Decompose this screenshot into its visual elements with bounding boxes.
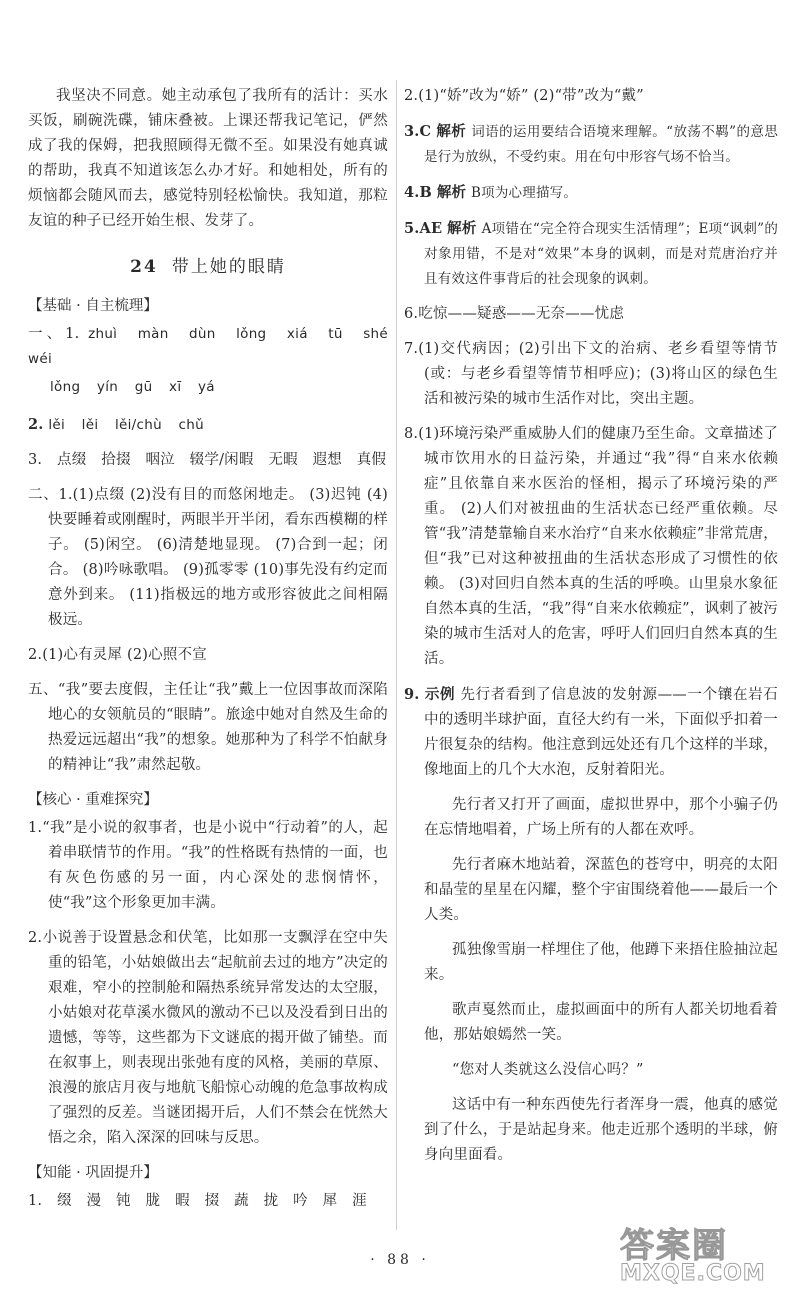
core-q1-answer: 1.“我”是小说的叙事者，也是小说中“行动着”的人，起着串联情节的作用。“我”的性格既有热情的一面，也有灰色伤感的另一面，内心深处的悲悯情怀，使“我”这个形象更加丰满。 — [28, 820, 388, 911]
r-q5-answer — [404, 216, 778, 292]
r-q9-para7: 这话中有一种东西使先行者浑身一震，他真的感觉到了什么，于是站起身来。他走近那个透明的半球，俯身向里面看。 — [424, 1097, 778, 1163]
q2-2-answer: 2.(1)心有灵犀 (2)心照不宣 — [28, 647, 207, 663]
section-core-heading: 【核心 · 重难探究】 — [28, 792, 158, 808]
r-q9-label: 示例 — [424, 686, 456, 703]
q2-label: 2. — [28, 416, 44, 433]
r-q9-body: 先行者看到了信息波的发射源——一个镶在岩石中的透明半球护面，直径大约有一米，下面似乎扣着一片很复杂的结构。他注意到远处还有几个这样的半球，像地面上的几个大水泡，反射着阳光。 — [424, 687, 779, 778]
r-q5-label: 解析 — [447, 220, 477, 237]
q1-pinyin-line1: zhuì màn dùn lǒng xiá tū shé wéi — [28, 326, 388, 367]
section-basic-heading: 【基础 · 自主梳理】 — [28, 298, 158, 314]
r-q9-answer — [404, 682, 778, 783]
r-q8-answer: 8.(1)环境污染严重威胁人们的健康乃至生命。文章描述了城市饮用水的日益污染，并通过“我”得“自来水依赖症”且依靠自来水医治的怪相，揭示了环境污染的严重。 (2)人们对被扭曲的生活状态已经严重依赖。尽管“我”清楚靠输自来水治疗“自来水依赖症”非常荒唐，但“我”已对这种被扭曲的生活状态形成了习惯性的依赖。 (3)对回归自然本真的生活的呼唤。山里泉水象征自然本真的生活，“我”得“自来水依赖症”，讽刺了被污染的城市生活对人的危害，呼吁人们回归自然本真的生活。 — [404, 426, 778, 667]
r-q4-body: B项为心理描写。 — [471, 185, 578, 201]
r-q7-answer: 7.(1)交代病因；(2)引出下文的治病、老乡看望等情节(或：与老乡看望等情节相呼应)；(3)将山区的绿色生活和被污染的城市生活作对比，突出主题。 — [404, 341, 778, 407]
q2-pinyin: lěi lěi lěi/chù chǔ — [48, 417, 204, 433]
lesson-title-text: 带上她的眼睛 — [171, 257, 286, 277]
r-q3-answer — [404, 119, 778, 170]
r-q9-para2: 先行者又打开了画面，虚拟世界中，那个小骗子仍在忘情地唱着，广场上所有的人都在欢呼。 — [424, 797, 778, 838]
section-skill-heading: 【知能 · 巩固提升】 — [28, 1165, 158, 1181]
r-q9-para4: 孤独像雪崩一样埋住了他，他蹲下来捂住脸抽泣起来。 — [424, 942, 778, 983]
column-divider — [396, 80, 397, 1230]
right-column — [404, 84, 778, 1178]
intro-paragraph: 我坚决不同意。她主动承包了我所有的活计：买水买饭，刷碗洗碟，铺床叠被。上课还帮我记笔记，俨然成了我的保姆，把我照顾得无微不至。如果没有她真诚的帮助，我真不知道该怎么办才好。和她相处，所有的烦恼都会随风而去，感觉特别轻松愉快。我知道，那粒友谊的种子已经开始生根、发芽了。 — [28, 88, 388, 229]
r-q3-body: 词语的运用要结合语境来理解。“放荡不羁”的意思是行为放纵，不受约束。用在句中形容气场不恰当。 — [424, 124, 779, 165]
q5-answer: 五、“我”要去度假，主任让“我”戴上一位因事故而深陷地心的女领航员的“眼睛”。旅途中她对自然及生命的热爱远远超出“我”的想象。她那种为了科学不怕献身的精神让“我”肃然起敬。 — [28, 682, 388, 773]
r-q3-head: 3.C — [404, 123, 432, 140]
lesson-title — [28, 254, 388, 280]
q1-label: 一、1. — [28, 326, 80, 342]
r-q4-head: 4.B — [404, 184, 432, 201]
r-q9-para5: 歌声戛然而止，虚拟画面中的所有人都关切地看着他，那姑娘嫣然一笑。 — [424, 1002, 778, 1043]
watermark-bottom-text: MXQE.COM — [620, 1261, 766, 1286]
r-q6-answer: 6.吃惊——疑惑——无奈——忧虑 — [404, 306, 625, 322]
r-q4-answer — [404, 180, 778, 206]
r-q9-para3: 先行者麻木地站着，深蓝色的苍穹中，明亮的太阳和晶莹的星星在闪耀，整个宇宙围绕着他——最后一个人类。 — [424, 857, 778, 923]
r-q4-label: 解析 — [436, 184, 467, 201]
r-q5-head: 5.AE — [404, 220, 443, 237]
r-q2-answer: 2.(1)“娇”改为“娇” (2)“带”改为“戴” — [404, 88, 644, 104]
q3-answer: 3. 点缀 拾掇 咽泣 辍学/闲暇 无暇 遐想 真假 — [28, 452, 387, 468]
core-q2-answer: 2.小说善于设置悬念和伏笔，比如那一支飘浮在空中失重的铅笔，小姑娘做出去“起航前去过的地方”决定的艰难，窄小的控制舱和隔热系统异常发达的太空服，小姑娘对花草溪水微风的激动不已以及没看到日出的遗憾，等等，这些都为下文谜底的揭开做了铺垫。而在叙事上，则表现出张弛有度的风格，美丽的草原、浪漫的旅店月夜与地航飞船惊心动魄的危急事故构成了强烈的反差。当谜团揭开后，人们不禁会在恍然大悟之余，陷入深深的回味与反思。 — [28, 930, 388, 1146]
q2-pinyin-block — [28, 412, 388, 438]
watermark-top-text: 答案圈 — [620, 1226, 728, 1266]
page-number: · 88 · — [370, 1252, 430, 1268]
r-q9-para6: “您对人类就这么没信心吗？” — [452, 1062, 644, 1078]
skill-q1-answer: 1. 缀 漫 钝 胧 暇 掇 蔬 拢 吟 犀 涯 — [28, 1193, 367, 1209]
r-q9-head: 9. — [404, 686, 420, 703]
r-q5-body: A项错在“完全符合现实生活情理”；E项“讽刺”的对象用错，不是对“效果”本身的讽刺，而是对荒唐治疗并且有效这件事背后的社会现象的讽刺。 — [424, 221, 779, 287]
q2-1-answer: 二、1.(1)点缀 (2)没有目的而悠闲地走。 (3)迟钝 (4)快要睡着或刚醒时，两眼半开半闭，看东西模糊的样子。 (5)闲空。 (6)清楚地显现。 (7)合到一起；闭合。 (8)吟咏歌唱。 (9)孤零零 (10)事先没有约定而意外到来。 (11)指极远的地方或形容彼此之间相隔极远。 — [28, 487, 388, 628]
q1-pinyin-block — [28, 322, 388, 402]
q1-pinyin-line2: lǒng yín gū xī yá — [50, 379, 215, 395]
watermark-logo — [620, 1218, 790, 1298]
left-column — [28, 84, 388, 1224]
lesson-number: 24 — [130, 257, 158, 277]
r-q3-label: 解析 — [436, 123, 467, 140]
